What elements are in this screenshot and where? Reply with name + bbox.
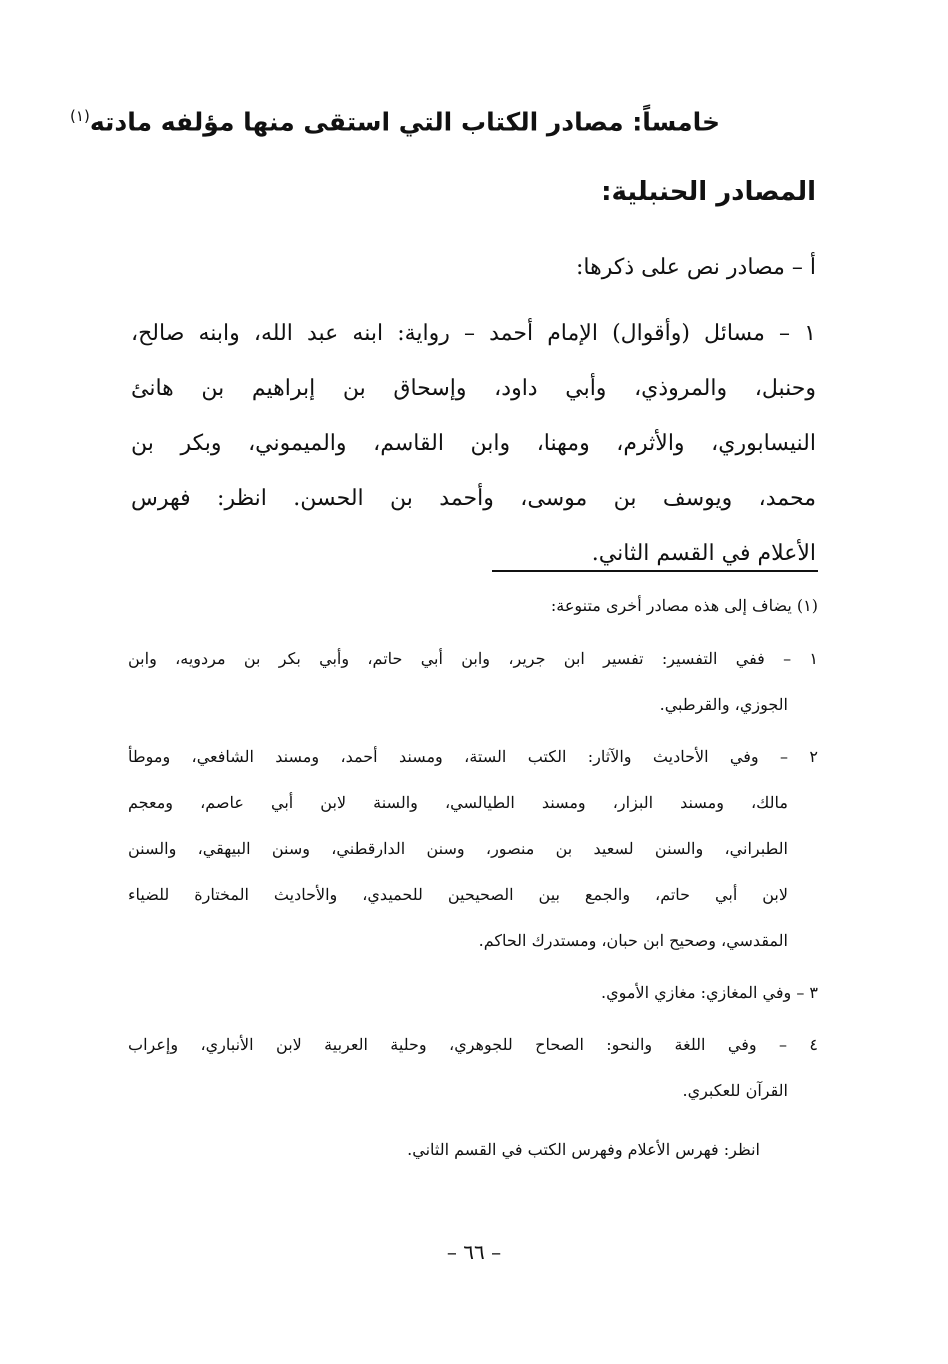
footnote-item-language	[128, 1022, 818, 1114]
footnote-line: لابن أبي حاتم، والجمع بين الصحيحين للحميدي، والأحاديث المختارة للضياء	[128, 885, 788, 904]
subheading-hanbali-sources: المصادر الحنبلية:	[601, 177, 816, 207]
footnote-list	[128, 636, 818, 1120]
main-item-line: النيسابوري، والأثرم، ومهنا، وابن القاسم، والميموني، وبكر بن	[131, 431, 816, 456]
footnote-line: مالك، ومسند البزار، ومسند الطيالسي، والسنة لابن أبي عاصم، ومعجم	[128, 793, 788, 812]
footnote-see-also: انظر: فهرس الأعلام وفهرس الكتب في القسم الثاني.	[407, 1140, 760, 1159]
footnote-line: القرآن للعكبري.	[682, 1081, 788, 1100]
main-item-line: محمد، ويوسف بن موسى، وأحمد بن الحسن. انظر: فهرس	[131, 486, 816, 511]
main-item-line: وحنبل، والمروذي، وأبي داود، وإسحاق بن إبراهيم بن هانئ	[131, 376, 816, 401]
subsection-a-title: أ – مصادر نص على ذكرها:	[575, 255, 816, 280]
footnote-line: ٢ – وفي الأحاديث والآثار: الكتب الستة، ومسند أحمد، ومسند الشافعي، وموطأ	[128, 747, 818, 766]
footnote-line: المقدسي، وصحيح ابن حبان، ومستدرك الحاكم.	[478, 931, 788, 950]
footnote-separator-rule	[492, 570, 818, 572]
footnote-line: الطبراني، والسنن لسعيد بن منصور، وسنن الدارقطني، وسنن البيهقي، والسنن	[128, 839, 788, 858]
footnote-line: الجوزي، والقرطبي.	[659, 695, 788, 714]
main-item-line: ١ – مسائل (وأقوال) الإمام أحمد – رواية: ابنه عبد الله، وابنه صالح،	[131, 321, 816, 346]
page-number: – ٦٦ –	[446, 1240, 502, 1264]
footnote-line: ٣ – وفي المغازي: مغازي الأموي.	[601, 983, 818, 1002]
section-heading	[70, 92, 720, 146]
footnote-item-maghazi	[128, 970, 818, 1016]
section-heading-text: خامساً: مصادر الكتاب التي استقى منها مؤلفه مادته	[89, 107, 720, 137]
footnote-line: ٤ – وفي اللغة والنحو: الصحاح للجوهري، وحلية العربية لابن الأنباري، وإعراب	[128, 1035, 818, 1054]
footnote-item-hadith	[128, 734, 818, 964]
footnote-reference: (١)	[70, 107, 90, 125]
footnote-item-tafsir	[128, 636, 818, 728]
footnote-line: ١ – ففي التفسير: تفسير ابن جرير، وابن أبي حاتم، وأبي بكر بن مردويه، وابن	[128, 649, 818, 668]
main-list-item-1	[131, 306, 816, 581]
main-item-line: الأعلام في القسم الثاني.	[591, 541, 816, 566]
footnote-intro: (١) يضاف إلى هذه مصادر أخرى متنوعة:	[550, 596, 818, 615]
